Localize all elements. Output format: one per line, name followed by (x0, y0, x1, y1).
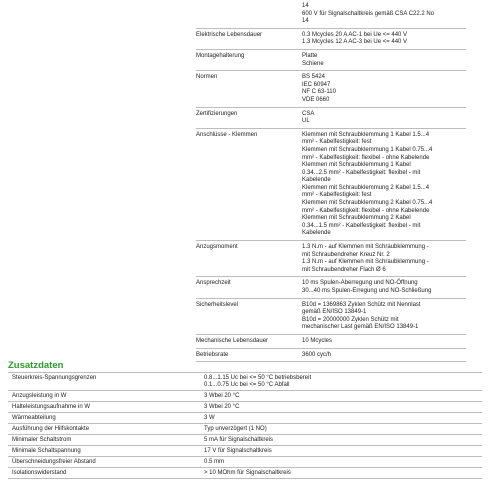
additional-data-table (8, 372, 482, 479)
top-value-line: 0.34...1.5 mm² - Kabelfestigkeit: flexibel - mit (302, 222, 421, 229)
bottom-row-value (202, 457, 482, 467)
top-value-line: mit Schraubendreher Flach Ø 6 (302, 266, 386, 273)
top-value-line: Platte (302, 52, 318, 59)
bottom-value-line: 17 V für Signalschaltkreis (204, 448, 272, 454)
top-value-line: 1.3 N.m - auf Klemmen mit Schraubklemmung - (302, 259, 429, 266)
bottom-row (8, 424, 482, 435)
bottom-row (8, 446, 482, 457)
top-value-line: mm² - Kabelfestigkeit: fest (302, 192, 372, 199)
top-row (196, 129, 466, 241)
bottom-value-line: 3 Wbei 20 °C (204, 404, 240, 410)
top-value-line: IEC 60947 (302, 81, 331, 88)
top-row-value (296, 29, 466, 49)
bottom-row-label: Überschneidungsfreier Abstand (12, 459, 96, 465)
top-value-line: Kabelende (302, 230, 331, 237)
bottom-row-label: Anzugsleistung in W (12, 393, 67, 399)
top-row-label: Normen (196, 74, 218, 81)
top-value-line: 0.3 Mcycles 20 A AC-1 bei Ue <= 440 V (302, 31, 408, 38)
top-value-line: mm² - Kabelfestigkeit: fest (302, 139, 372, 146)
top-value-line: mit Schraubendreher Kreuz Nr. 2 (302, 251, 390, 258)
bottom-row (8, 402, 482, 413)
top-row-value (296, 50, 466, 70)
top-row (196, 335, 466, 349)
top-row-value (296, 335, 466, 348)
top-row-label: Anschlüsse - Klemmen (196, 131, 258, 138)
bottom-row (8, 468, 482, 479)
top-row-label (196, 0, 296, 28)
bottom-row-label: Wärmeabteilung (12, 415, 56, 421)
top-value-line: CSA (302, 110, 315, 117)
bottom-value-line: 3 W (204, 415, 215, 421)
top-value-line: gemäß EN/ISO 13849-1 (302, 309, 367, 316)
top-value-line: Kabelende (302, 177, 331, 184)
top-row-value (296, 129, 466, 240)
bottom-row-value (202, 468, 482, 478)
top-row-label: Sicherheitslevel (196, 301, 239, 308)
top-value-line: NF C 63-110 (302, 89, 336, 96)
bottom-value-line: > 10 MOhm für Signalschaltkreis (204, 470, 291, 476)
top-value-line: VDE 0660 (302, 96, 330, 103)
top-row-value (296, 108, 466, 128)
bottom-row-label: Minimale Schaltspannung (12, 448, 81, 454)
top-value-line: 1.3 N.m - auf Klemmen mit Schraubklemmung - (302, 244, 429, 251)
top-row-value (296, 277, 466, 297)
top-value-line: mm² - Kabelfestigkeit: flexibel - ohne Kabelende (302, 154, 430, 161)
top-value-line: 1.3 Mcycles 12 A AC-3 bei Ue <= 440 V (302, 39, 408, 46)
top-value-line: 14 (302, 18, 309, 25)
top-value-line: BS 5424 (302, 74, 326, 81)
bottom-row (8, 373, 482, 391)
top-value-line: Klemmen mit Schraubklemmung 1 Kabel (302, 162, 411, 169)
top-row-label: Elektrische Lebensdauer (196, 31, 263, 38)
bottom-row (8, 391, 482, 402)
bottom-row-label: Ausführung der Hilfskontakte (12, 426, 90, 432)
top-row (196, 299, 466, 335)
top-row (196, 108, 466, 129)
top-row (196, 0, 466, 29)
top-value-line: Klemmen mit Schraubklemmung 2 Kabel 0.75...4 (302, 200, 433, 207)
top-value-line: Schiene (302, 60, 324, 67)
bottom-row (8, 435, 482, 446)
top-row-value (296, 71, 466, 106)
top-row-label: Anzugsmoment (196, 244, 238, 251)
top-row-label: Betriebsrate (196, 351, 229, 358)
section-title: Zusatzdaten (8, 360, 64, 371)
top-row-label: Mechanische Lebensdauer (196, 337, 269, 344)
bottom-value-line: 0.1...0.75 Uc bei <= 50 °C Abfall (204, 382, 290, 388)
top-value-line: Klemmen mit Schraubklemmung 1 Kabel 0.75...4 (302, 146, 433, 153)
top-value-line: UL (302, 118, 310, 125)
bottom-value-line: 5 mA für Signalschaltkreis (204, 437, 274, 443)
bottom-row-value (202, 446, 482, 456)
top-value-line: mm² - Kabelfestigkeit: flexibel - ohne Kabelende (302, 207, 430, 214)
top-value-line: mechanischer Last gemäß EN/ISO 13849-1 (302, 324, 419, 331)
top-value-line: 0.34...2.5 mm² - Kabelfestigkeit: flexibel - mit (302, 169, 421, 176)
bottom-row-value (202, 391, 482, 401)
specs-table (196, 0, 466, 362)
top-row (196, 71, 466, 107)
bottom-row-label: Steuerkreis-Spannungsgrenzen (12, 375, 97, 381)
top-row (196, 277, 466, 298)
top-row (196, 29, 466, 50)
top-row-value (296, 349, 466, 362)
top-row-value (296, 299, 466, 334)
top-value-line: 10 Mcycles (302, 337, 333, 344)
bottom-value-line: Typ unverzögert (1 NO) (204, 426, 267, 432)
bottom-row-value (202, 435, 482, 445)
top-row-label: Montagehalterung (196, 52, 245, 59)
bottom-value-line: 3 Wbei 20 °C (204, 393, 240, 399)
top-row (196, 50, 466, 71)
top-row (196, 241, 466, 277)
top-row-label: Ansprechzeit (196, 280, 231, 287)
bottom-row-value (202, 402, 482, 412)
top-value-line: 10 ms Spulen-Aberregung und NO-Öffnung (302, 280, 418, 287)
top-row-value (296, 241, 466, 276)
top-value-line: 14 (302, 3, 309, 9)
bottom-row-value (202, 413, 482, 423)
bottom-row-label: Minimaler Schaltstrom (12, 437, 72, 443)
bottom-row-value (202, 373, 482, 390)
top-value-line: B10d = 20000000 Zyklen Schütz mit (302, 316, 399, 323)
top-value-line: 30...40 ms Spulen-Erregung und NO-Schließung (302, 288, 432, 294)
top-value-line: Klemmen mit Schraubklemmung 2 Kabel (302, 215, 411, 222)
top-row (196, 349, 466, 363)
top-value-line: 3600 cyc/h (302, 351, 332, 358)
bottom-row-label: Halteleistungsaufnahme in W (12, 404, 91, 410)
top-value-line: 600 V für Signalschaltkreis gemäß CSA C22.2 No (302, 10, 435, 17)
top-row-value (296, 0, 466, 28)
bottom-row (8, 457, 482, 468)
bottom-value-line: 0.5 mm (204, 459, 225, 465)
top-value-line: Klemmen mit Schraubklemmung 1 Kabel 1.5...4 (302, 131, 430, 138)
top-row-label: Zertifizierungen (196, 110, 238, 117)
bottom-value-line: 0.8...1.15 Uc bei <= 50 °C betriebsbereit (204, 375, 312, 381)
bottom-row-value (202, 424, 482, 434)
bottom-row (8, 413, 482, 424)
top-value-line: Klemmen mit Schraubklemmung 2 Kabel 1.5...4 (302, 184, 430, 191)
top-value-line: B10d = 1369863 Zyklen Schütz mit Nennlast (302, 301, 421, 308)
bottom-row-label: Isolationswiderstand (12, 470, 67, 476)
